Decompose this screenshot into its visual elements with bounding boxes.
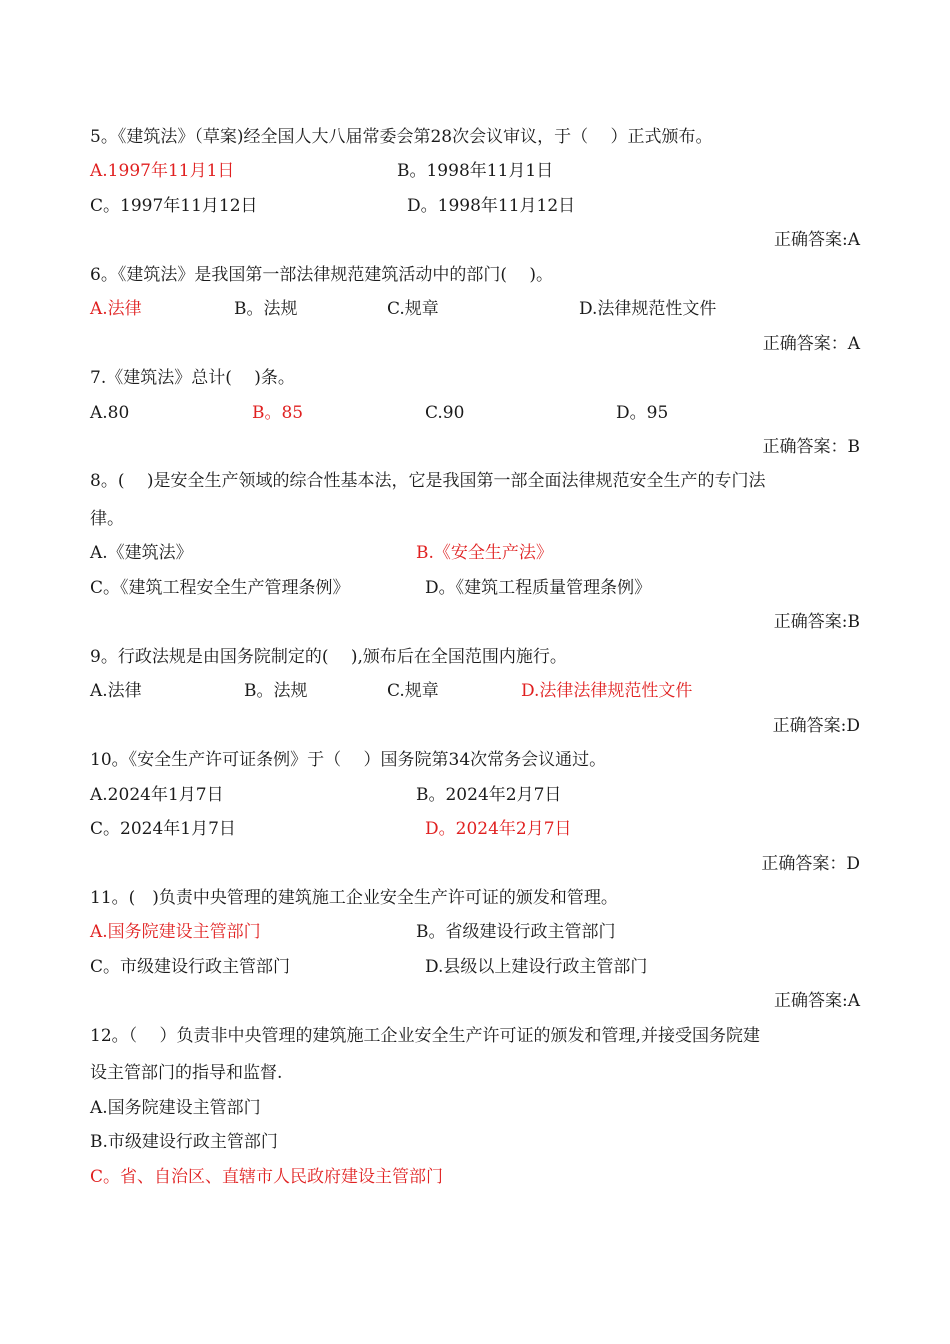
question-12-option-b: B.市级建设行政主管部门: [90, 1132, 278, 1152]
question-7-option-b: B。85: [252, 403, 304, 423]
question-9-option-a: A.法律: [90, 681, 142, 701]
question-8-option-d: D。《建筑工程质量管理条例》: [425, 578, 652, 598]
question-10-option-b: B。2024年2月7日: [416, 785, 562, 805]
question-8-answer: 正确答案:B: [773, 612, 860, 632]
question-12-stem-continued: 设主管部门的指导和监督.: [90, 1063, 283, 1083]
question-8-stem: 8。( )是安全生产领域的综合性基本法，它是我国第一部全面法律规范安全生产的专门法: [90, 471, 766, 491]
question-9-answer: 正确答案:D: [772, 716, 860, 736]
question-7-answer: 正确答案：B: [762, 437, 860, 457]
question-9-option-c: C.规章: [387, 681, 439, 701]
question-12-option-a: A.国务院建设主管部门: [90, 1098, 261, 1118]
question-11-option-a: A.国务院建设主管部门: [90, 922, 261, 942]
question-11-stem: 11。( )负责中央管理的建筑施工企业安全生产许可证的颁发和管理。: [90, 888, 618, 908]
question-8-option-a: A.《建筑法》: [90, 543, 193, 563]
question-8-option-b: B.《安全生产法》: [416, 543, 553, 563]
question-11-option-b: B。省级建设行政主管部门: [416, 922, 616, 942]
question-10-option-c: C。2024年1月7日: [90, 819, 236, 839]
question-6-stem: 6。《建筑法》是我国第一部法律规范建筑活动中的部门( )。: [90, 265, 553, 285]
question-8-option-c: C。《建筑工程安全生产管理条例》: [90, 578, 350, 598]
question-5-stem: 5。《建筑法》（草案)经全国人大八届常委会第28次会议审议，于（ ）正式颁布。: [90, 127, 713, 147]
question-12-stem: 12。（ ）负责非中央管理的建筑施工企业安全生产许可证的颁发和管理,并接受国务院建: [90, 1026, 760, 1046]
question-6-option-b: B。法规: [234, 299, 298, 319]
question-10-answer: 正确答案：D: [761, 854, 860, 874]
question-11-option-c: C。市级建设行政主管部门: [90, 957, 291, 977]
question-11-answer: 正确答案:A: [773, 991, 860, 1011]
question-5-option-d: D。1998年11月12日: [407, 196, 576, 216]
question-5-option-b: B。1998年11月1日: [397, 161, 554, 181]
question-6-option-a: A.法律: [90, 299, 142, 319]
question-5-answer: 正确答案:A: [773, 230, 860, 250]
question-7-option-a: A.80: [90, 403, 130, 423]
question-10-option-a: A.2024年1月7日: [90, 785, 224, 805]
question-5-option-a: A.1997年11月1日: [90, 161, 235, 181]
question-6-option-c: C.规章: [387, 299, 439, 319]
question-6-answer: 正确答案：A: [762, 334, 860, 354]
question-7-stem: 7.《建筑法》总计( )条。: [90, 368, 295, 388]
question-11-option-d: D.县级以上建设行政主管部门: [425, 957, 648, 977]
question-8-stem-continued: 律。: [90, 509, 124, 529]
question-7-option-d: D。95: [616, 403, 669, 423]
question-9-option-d: D.法律法律规范性文件: [521, 681, 693, 701]
question-12-option-c: C。省、自治区、直辖市人民政府建设主管部门: [90, 1167, 444, 1187]
question-10-option-d: D。2024年2月7日: [425, 819, 572, 839]
question-9-option-b: B。法规: [244, 681, 308, 701]
question-5-option-c: C。1997年11月12日: [90, 196, 258, 216]
question-6-option-d: D.法律规范性文件: [579, 299, 717, 319]
question-7-option-c: C.90: [425, 403, 465, 423]
question-9-stem: 9。行政法规是由国务院制定的( ),颁布后在全国范围内施行。: [90, 647, 567, 667]
question-10-stem: 10。《安全生产许可证条例》于（ ）国务院第34次常务会议通过。: [90, 750, 607, 770]
